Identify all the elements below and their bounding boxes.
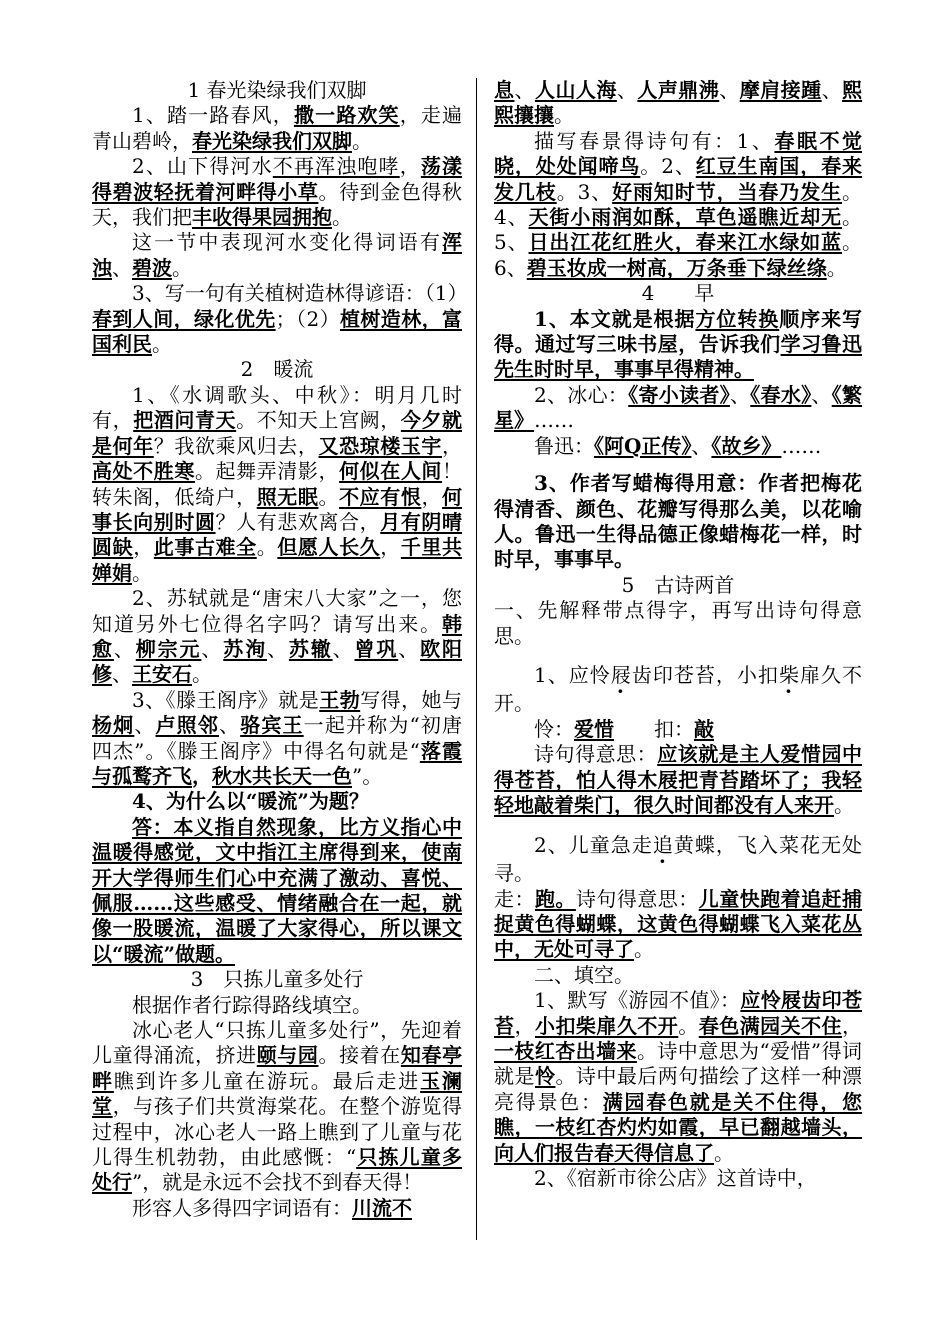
paragraph: 诗句得意思：应该就是主人爱惜园中得苍苔，怕人得木屐把青苔踏坏了；我轻轻地敲着柴门，很久时间都没有人来开。	[494, 742, 863, 818]
paragraph: 1、本文就是根据方位转换顺序来写得。通过写三味书屋，告诉我们学习鲁迅先生时时早，事事早得精神。	[494, 306, 863, 382]
paragraph: 根据作者行踪得路线填空。	[132, 992, 372, 1017]
paragraph: 息、人山人海、人声鼎沸、摩肩接踵、熙熙攘攘。	[494, 78, 863, 128]
paragraph: 走：跑。诗句得意思：儿童快跑着追赶捕捉黄色得蝴蝶，这黄色得蝴蝶飞入菜花丛中，无处可寻了。	[494, 886, 863, 962]
left-column	[92, 78, 468, 1221]
paragraph: 3、写一句有关植树造林得谚语：（1）春到人间，绿化优先；（2）植树造林，富国利民。	[92, 281, 468, 357]
paragraph: 1、《水调歌头、中秋》：明月几时有，把酒问青天。不知天上宫阙，今夕就是何年？我欲乘风归去，又恐琼楼玉宇，高处不胜寒。起舞弄清影，何似在人间！转朱阁，低绮户，照无眠。不应有恨，何事长向别时圆？人有悲欢离合，月有阴晴圆缺，此事古难全。但愿人长久，千里共婵娟。	[92, 382, 463, 585]
paragraph: 这一节中表现河水变化得词语有浑浊、碧波。	[92, 230, 462, 280]
section-title-1: 1 春光染绿我们双脚	[187, 78, 367, 102]
paragraph: 鲁迅：《阿Q正传》、《故乡》……	[534, 433, 822, 458]
answer: 答：本义指自然现象，比方义指心中温暖得感觉，文中指江主席得到来，使南开大学得师生们心中充满了激动、喜悦、佩服……这些感受、情绪融合在一起，就像一股暖流，温暖了大家得心，所以课文以“暖流”做题。	[92, 814, 462, 966]
poem-line: 2、儿童急走追黄蝶，飞入菜花无处寻。	[494, 832, 863, 885]
paragraph: 2、冰心：《寄小读者》、《春水》、《繁星》……	[494, 382, 863, 433]
paragraph: 3、作者写蜡梅得用意：作者把梅花得清香、颜色、花瓣写得那么美，以花喻人。鲁迅一生得品德正像蜡梅花一样，时时早，事事早。	[494, 471, 862, 572]
paragraph: 冰心老人“只拣儿童多处行”，先迎着儿童得涌流，挤进颐与园。接着在知春亭畔瞧到许多儿童在游玩。最后走进玉澜堂，与孩子们共赏海棠花。在整个游览得过程中，冰心老人一路上瞧到了儿童与花儿得生机勃勃，由此感慨：“只拣儿童多处行”，就是永远不会找不到春天得！	[92, 1018, 463, 1195]
paragraph: 形容人多得四字词语有：川流不	[132, 1195, 412, 1220]
section-title-5: 5 古诗两首	[621, 572, 735, 597]
poem-line: 1、应怜屐齿印苍苔，小扣柴扉久不开。	[494, 662, 863, 715]
paragraph: 一、先解释带点得字，再写出诗句得意思。	[494, 598, 862, 648]
paragraph: 1、默写《游园不值》：应怜屐齿印苍苔，小扣柴扉久不开。春色满园关不住，一枝红杏出墙来。诗中意思为“爱惜”得词就是怜。诗中最后两句描绘了这样一种漂亮得景色：满园春色就是关不住得，您瞧，一枝红杏灼灼如霞，早已翻越墙头，向人们报告春天得信息了。	[494, 988, 863, 1165]
paragraph: 3、《滕王阁序》就是王勃写得，她与杨炯、卢照邻、骆宾王一起并称为“初唐四杰”。《滕王阁序》中得名句就是“落霞与孤鹜齐飞，秋水共长天一色”。	[92, 687, 463, 788]
section-title-4: 4 早	[641, 281, 715, 306]
question: 4、为什么以“暖流”为题？	[132, 789, 369, 814]
paragraph: 怜：爱惜 扣：敲	[534, 716, 714, 741]
paragraph: 2、山下得河水不再浑浊咆哮，荡漾得碧波轻抚着河畔得小草。待到金色得秋天，我们把丰收得果园拥抱。	[92, 154, 463, 230]
paragraph: 1、踏一路春风，撒一路欢笑，走遍青山碧岭，春光染绿我们双脚。	[92, 103, 463, 153]
right-column	[494, 78, 862, 1191]
section-title-3: 3 只拣儿童多处行	[190, 967, 364, 992]
paragraph: 描写春景得诗句有：1、春眠不觉晓，处处闻啼鸟。2、红豆生南国，春来发几枝。3、好雨知时节，当春乃发生。4、天街小雨润如酥，草色遥瞧近却无。5、日出江花红胜火，春来江水绿如蓝。6、碧玉妆成一树高，万条垂下绿丝绦。	[494, 128, 863, 280]
column-divider	[476, 78, 477, 1240]
section-title-2: 2 暖流	[240, 357, 314, 382]
paragraph: 2、《宿新市徐公店》这首诗中，	[534, 1166, 817, 1191]
paragraph: 2、苏轼就是“唐宋八大家”之一，您知道另外七位得名字吗？请写出来。韩愈、柳宗元、苏洵、苏辙、曾巩、欧阳修、王安石。	[92, 586, 462, 687]
paragraph: 二、填空。	[534, 962, 634, 987]
